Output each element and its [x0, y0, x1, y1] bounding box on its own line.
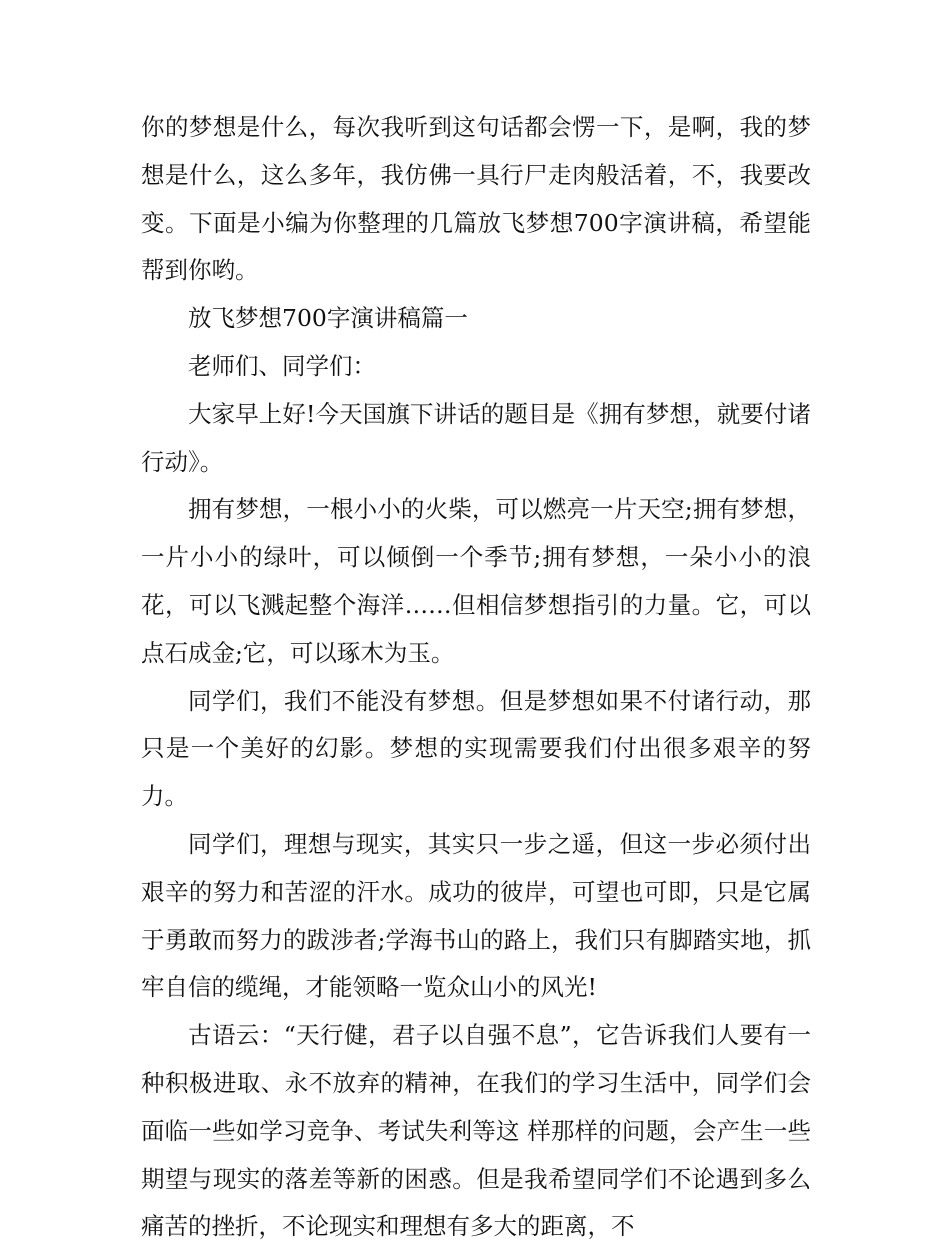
document-body	[141, 104, 811, 1251]
paragraph-greeting: 大家早上好!今天国旗下讲话的题目是《拥有梦想，就要付诸行动》。	[141, 399, 811, 476]
paragraph-intro: 你的梦想是什么，每次我听到这句话都会愣一下，是啊，我的梦想是什么，这么多年，我仿佛一具行尸走肉般活着，不，我要改变。下面是小编为你整理的几篇放飞梦想700字演讲稿，希望能帮到你哟。	[141, 113, 811, 285]
paragraph-action: 同学们，我们不能没有梦想。但是梦想如果不付诸行动，那只是一个美好的幻影。梦想的实现需要我们付出很多艰辛的努力。	[141, 686, 811, 811]
section-title: 放飞梦想700字演讲稿篇一	[188, 304, 468, 333]
salutation: 老师们、同学们：	[188, 351, 376, 380]
paragraph-proverb: 古语云：“天行健，君子以自强不息”，它告诉我们人要有一种积极进取、永不放弃的精神，在我们的学习生活中，同学们会面临一些如学习竞争、考试失利等这 样那样的问题，会产生一些期望与现实的落差等新的困惑。但是我希望同学们不论遇到多么痛苦的挫折，不论现实和理想有多大的距离，不	[141, 1021, 811, 1241]
paragraph-dream-power: 拥有梦想，一根小小的火柴，可以燃亮一片天空;拥有梦想，一片小小的绿叶，可以倾倒一个季节;拥有梦想，一朵小小的浪花，可以飞溅起整个海洋……但相信梦想指引的力量。它，可以点石成金;它，可以琢木为玉。	[141, 495, 811, 667]
paragraph-effort: 同学们，理想与现实，其实只一步之遥，但这一步必须付出艰辛的努力和苦涩的汗水。成功的彼岸，可望也可即，只是它属于勇敢而努力的跋涉者;学海书山的路上，我们只有脚踏实地，抓牢自信的缆绳，才能领略一览众山小的风光!	[141, 829, 811, 1002]
